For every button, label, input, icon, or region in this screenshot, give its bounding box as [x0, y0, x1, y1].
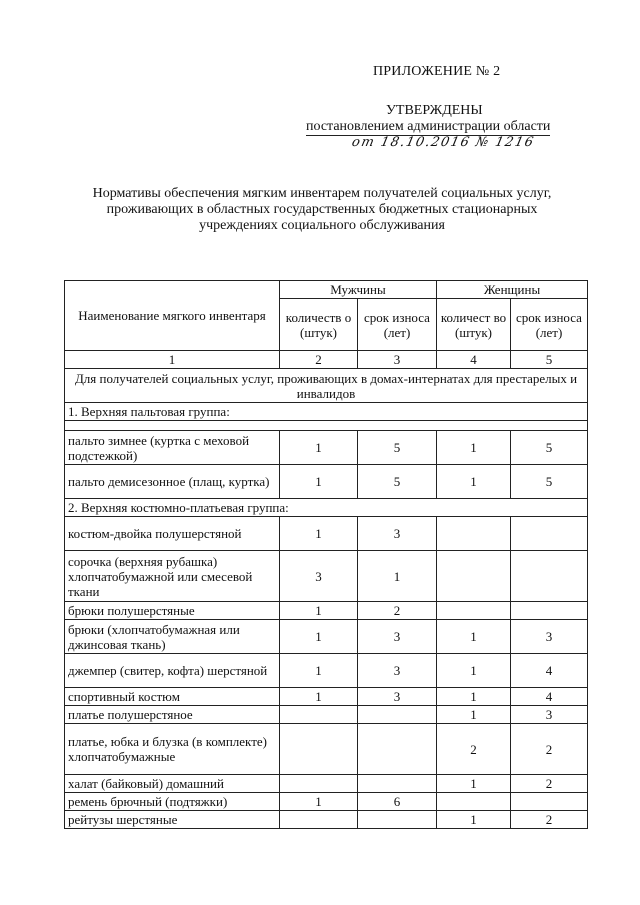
men-wear	[358, 775, 437, 793]
document-title	[62, 186, 582, 234]
women-qty: 2	[437, 724, 511, 775]
women-wear: 4	[511, 654, 588, 688]
women-wear: 2	[511, 724, 588, 775]
women-qty	[437, 602, 511, 620]
women-wear: 3	[511, 706, 588, 724]
women-wear: 4	[511, 688, 588, 706]
column-number: 5	[511, 351, 588, 369]
approved-label: УТВЕРЖДЕНЫ	[386, 103, 483, 118]
men-wear: 1	[358, 551, 437, 602]
table-row	[65, 517, 588, 551]
inventory-table	[64, 280, 588, 829]
men-qty: 1	[280, 688, 358, 706]
item-name: пальто зимнее (куртка с меховой подстежкой)	[65, 431, 280, 465]
women-qty	[437, 793, 511, 811]
men-wear	[358, 811, 437, 829]
women-qty	[437, 551, 511, 602]
column-number: 4	[437, 351, 511, 369]
men-wear: 5	[358, 465, 437, 499]
section-heading: Для получателей социальных услуг, проживающих в домах-интернатах для престарелых и инвалидов	[65, 369, 588, 403]
women-qty: 1	[437, 431, 511, 465]
item-name: костюм-двойка полушерстяной	[65, 517, 280, 551]
title-line: проживающих в областных государственных бюджетных стационарных	[106, 202, 538, 217]
men-qty	[280, 724, 358, 775]
men-wear: 5	[358, 431, 437, 465]
men-wear: 3	[358, 517, 437, 551]
women-wear	[511, 793, 588, 811]
title-line: Нормативы обеспечения мягким инвентарем получателей социальных услуг,	[92, 186, 552, 201]
item-name: рейтузы шерстяные	[65, 811, 280, 829]
resolution-text: постановлением администрации области	[306, 119, 551, 134]
men-wear	[358, 706, 437, 724]
handwritten-date: от 18.10.2016 № 1216	[350, 135, 536, 150]
item-name: платье полушерстяное	[65, 706, 280, 724]
women-wear: 3	[511, 620, 588, 654]
group-heading: 2. Верхняя костюмно-платьевая группа:	[65, 499, 588, 517]
table-row	[65, 724, 588, 775]
men-wear: 3	[358, 654, 437, 688]
men-wear	[358, 724, 437, 775]
men-qty: 1	[280, 465, 358, 499]
table-row	[65, 620, 588, 654]
women-wear	[511, 517, 588, 551]
table-row	[65, 465, 588, 499]
header-qty-men: количеств о (штук)	[280, 299, 358, 351]
women-wear	[511, 602, 588, 620]
men-qty	[280, 775, 358, 793]
spacer-row	[65, 421, 588, 431]
table-row	[65, 431, 588, 465]
table-row	[65, 793, 588, 811]
table-row	[65, 775, 588, 793]
item-name: пальто демисезонное (плащ, куртка)	[65, 465, 280, 499]
women-wear: 5	[511, 465, 588, 499]
header-wear-women: срок износа (лет)	[511, 299, 588, 351]
women-qty: 1	[437, 654, 511, 688]
men-qty: 1	[280, 654, 358, 688]
group-heading: 1. Верхняя пальтовая группа:	[65, 403, 588, 421]
men-qty: 1	[280, 793, 358, 811]
header-item-name: Наименование мягкого инвентаря	[65, 281, 280, 351]
women-qty: 1	[437, 620, 511, 654]
men-wear: 2	[358, 602, 437, 620]
item-name: брюки полушерстяные	[65, 602, 280, 620]
table-row	[65, 706, 588, 724]
item-name: платье, юбка и блузка (в комплекте) хлопчатобумажные	[65, 724, 280, 775]
women-wear: 2	[511, 775, 588, 793]
header-qty-women: количест во (штук)	[437, 299, 511, 351]
table-row	[65, 654, 588, 688]
column-number: 1	[65, 351, 280, 369]
header-women: Женщины	[437, 281, 588, 299]
women-qty: 1	[437, 775, 511, 793]
header-men: Мужчины	[280, 281, 437, 299]
men-wear: 3	[358, 688, 437, 706]
men-qty	[280, 706, 358, 724]
women-wear	[511, 551, 588, 602]
women-qty: 1	[437, 688, 511, 706]
men-qty: 1	[280, 620, 358, 654]
women-qty: 1	[437, 706, 511, 724]
men-qty: 1	[280, 517, 358, 551]
item-name: халат (байковый) домашний	[65, 775, 280, 793]
men-wear: 3	[358, 620, 437, 654]
table-row	[65, 688, 588, 706]
women-wear: 2	[511, 811, 588, 829]
women-qty	[437, 517, 511, 551]
item-name: сорочка (верхняя рубашка) хлопчатобумажной или смесевой ткани	[65, 551, 280, 602]
men-qty	[280, 811, 358, 829]
men-qty: 1	[280, 431, 358, 465]
table-row	[65, 811, 588, 829]
men-wear: 6	[358, 793, 437, 811]
men-qty: 3	[280, 551, 358, 602]
item-name: ремень брючный (подтяжки)	[65, 793, 280, 811]
women-qty: 1	[437, 465, 511, 499]
item-name: спортивный костюм	[65, 688, 280, 706]
table-row	[65, 602, 588, 620]
column-number: 3	[358, 351, 437, 369]
column-number: 2	[280, 351, 358, 369]
men-qty: 1	[280, 602, 358, 620]
women-qty: 1	[437, 811, 511, 829]
title-line: учреждениях социального обслуживания	[199, 218, 445, 233]
header-wear-men: срок износа (лет)	[358, 299, 437, 351]
item-name: джемпер (свитер, кофта) шерстяной	[65, 654, 280, 688]
women-wear: 5	[511, 431, 588, 465]
item-name: брюки (хлопчатобумажная или джинсовая ткань)	[65, 620, 280, 654]
table-row	[65, 551, 588, 602]
appendix-label: ПРИЛОЖЕНИЕ № 2	[373, 64, 501, 79]
